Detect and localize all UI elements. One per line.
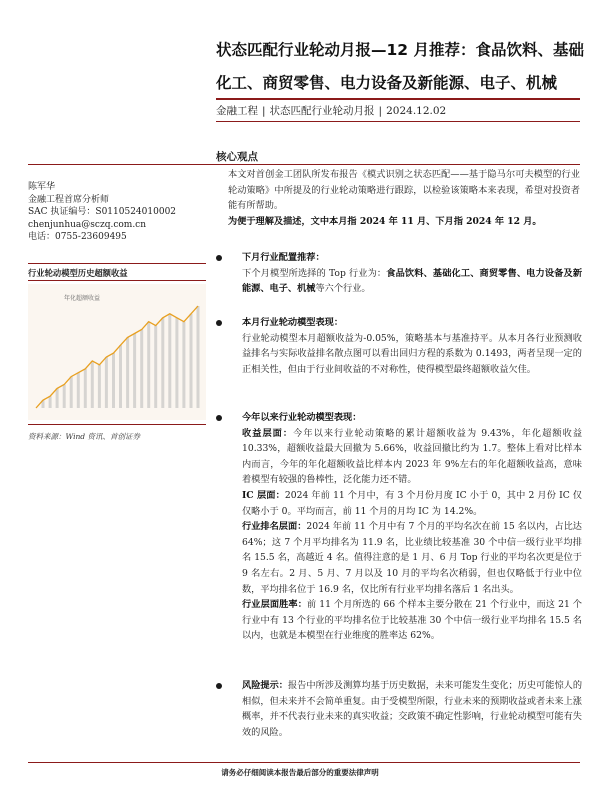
figure-source: 资料来源：Wind 资讯、首创证券 [28, 432, 140, 441]
return-paragraph [242, 426, 582, 488]
intro [228, 167, 580, 229]
analyst-name: 陈军华 [28, 182, 56, 192]
paragraph-label: IC 层面： [242, 489, 285, 501]
section-heading: 核心观点 [216, 151, 258, 163]
bullet-icon [216, 255, 222, 261]
report-category: 金融工程 [216, 105, 258, 117]
chart-bar [175, 318, 178, 408]
risk-text: 报告中所涉及测算均基于历史数据，未来可能发生变化；历史可能惊人的相似，但未来并不会简单重复。由于受模型所限，行业未来的预期收益或者未来上涨概率，并不代表行业未来的真实收益；交政策不确定性影响，行业轮动模型可能有失效的风险。 [242, 680, 583, 738]
bullet-recommendation [216, 250, 582, 297]
chart-bar [147, 322, 150, 408]
figure-bottom-rule [28, 424, 206, 425]
report-title-line2: 化工、商贸零售、电力设备及新能源、电子、机械 [216, 74, 558, 92]
title-divider [216, 98, 580, 100]
bullet-text [242, 678, 582, 740]
footer-divider [28, 762, 580, 763]
chart-legend-label: 年化超额收益 [64, 295, 101, 302]
report-title-line1: 状态匹配行业轮动月报—12 月推荐：食品饮料、基础 [216, 41, 584, 59]
chart-bar [140, 330, 143, 409]
paragraph-text: 2024 年前 11 个月中有 7 个月的平均名次在前 15 名以内，占比达 64%；这 7 个月平均排名为 11.9 名，比业绩比较基准 30 个中信一级行业平均排名 15.5 名，高越近 4 名。值得注意的是 1 月、6 月 Top 行业的平均名次更是位于 9 名左右。2 月、5 月、7 月以及 10 月的平均名次稍弱，但也仅略低于行业中位数，平均排名位于 16.9 名，仅比所有行业平均排名落后 1 名出头。 [242, 521, 582, 595]
footer-disclaimer: 请务必仔细阅读本报告最后部分的重要法律声明 [221, 768, 379, 777]
intro-paragraph: 本文对首创金工团队所发布报告《模式识别之状态匹配——基于隐马尔可夫模型的行业轮动策略》中所提及的行业轮动策略进行跟踪，以检验该策略本来表现，希望对投资者能有所帮助。 [228, 169, 580, 211]
chart-bar [133, 334, 136, 409]
bullet-title: 风险提示： [242, 680, 288, 691]
recommended-industries: 食品饮料、基础化工、商贸零售、电力设备及新能源、电子、机械 [242, 267, 583, 295]
section-divider [28, 164, 580, 165]
chart-bar [126, 337, 129, 408]
bullet-ytd-performance [216, 410, 582, 644]
figure-title-rule [28, 280, 206, 281]
chart-bar [70, 377, 73, 408]
bullet-title: 本月行业轮动模型表现： [242, 317, 344, 328]
report-date: 2024.12.02 [386, 105, 447, 117]
excess-return-chart [28, 284, 206, 420]
bullet-icon [216, 683, 222, 689]
chart-bar [77, 373, 80, 408]
paragraph-text: 2024 年前 11 个月中，有 3 个月份月度 IC 小于 0，其中 2 月份 IC 仅仅略小于 0。平均而言，前 11 个月的月均 IC 为 14.2%。 [242, 489, 582, 517]
bullet-title: 今年以来行业轮动模型表现： [242, 412, 362, 423]
chart-bar [105, 357, 108, 408]
chart-bar [84, 369, 87, 408]
recommendation-suffix: 等六个行业。 [315, 283, 371, 295]
chart-bar [91, 361, 94, 408]
bullet-icon [216, 320, 222, 326]
chart-bar [119, 345, 122, 408]
analyst-phone: 电话：0755-23609495 [28, 232, 127, 242]
report-series: 状态匹配行业轮动月报 [269, 105, 375, 117]
chart-bar [56, 388, 59, 408]
bullet-monthly-performance [216, 315, 582, 377]
bullet-risk [216, 678, 582, 740]
analyst-title: 金融工程首席分析师 [28, 194, 110, 205]
paragraph-text: 前 11 个月所选的 66 个样本主要分散在 21 个行业中，而这 21 个行业中有 13 个行业的平均排名位于比较基准 30 个中信一级行业平均排名 15.5 名以内，也就是本模型在行业维度的胜率达 62%。 [242, 599, 582, 642]
chart-bar [168, 314, 171, 408]
recommendation-prefix: 下个月模型所选择的 Top 行业为： [242, 267, 387, 279]
chart-bar [98, 365, 101, 408]
paragraph-label: 行业排名层面： [242, 521, 307, 533]
paragraph-label: 收益层面： [242, 427, 294, 439]
bullet-title: 下月行业配置推荐： [242, 252, 325, 263]
chart-bar [182, 322, 185, 408]
meta-divider [216, 121, 580, 122]
bullet-text: 行业轮动模型本月超额收益为-0.05%，策略基本与基准持平。从本月各行业预测收益排名与实际收益排名散点图可以看出回归方程的系数为 0.1493，两者呈现一定的正相关性，但由于行业间收益的不对称性，使得模型最终超额收益欠佳。 [242, 332, 582, 375]
chart-bar [154, 326, 157, 408]
ic-paragraph [242, 488, 582, 519]
analyst-license: SAC 执证编号：S0110524010002 [28, 207, 177, 217]
paragraph-text: 今年以来行业轮动策略的累计超额收益为 9.43%，年化超额收益 10.33%，超额收益最大回撤为 5.66%，收益回撤比约为 1.7。整体上看对比样本内而言，今年的年化超额收益比样本内 2023 年 9%左右的年化超额收益高，意味着模型有较强的鲁棒性，泛化能力还不错。 [242, 427, 583, 486]
chart-bar [161, 318, 164, 408]
chart-bar [49, 396, 52, 408]
chart-bar [197, 306, 200, 408]
report-title [216, 34, 586, 100]
chart-bar [190, 314, 193, 408]
intro-definition: 为便于理解及描述，文中本月指 2024 年 11 月、下月指 2024 年 12 月。 [228, 215, 542, 227]
ranking-paragraph [242, 519, 582, 597]
chart-svg [28, 284, 206, 420]
bullet-text [242, 266, 582, 297]
chart-bar [112, 353, 115, 408]
chart-background [28, 284, 206, 420]
figure-top-rule [28, 263, 206, 264]
analyst-email[interactable]: chenjunhua@sczq.com.cn [28, 219, 147, 230]
separator: | [378, 105, 383, 117]
figure-title: 行业轮动模型历史超额收益 [28, 268, 128, 278]
separator: | [262, 105, 266, 117]
analyst-info [28, 181, 208, 244]
win-rate-paragraph [242, 597, 582, 644]
report-meta-line [216, 103, 446, 118]
paragraph-label: 行业层面胜率： [242, 599, 307, 611]
bullet-icon [216, 415, 222, 421]
chart-bar [63, 385, 66, 409]
